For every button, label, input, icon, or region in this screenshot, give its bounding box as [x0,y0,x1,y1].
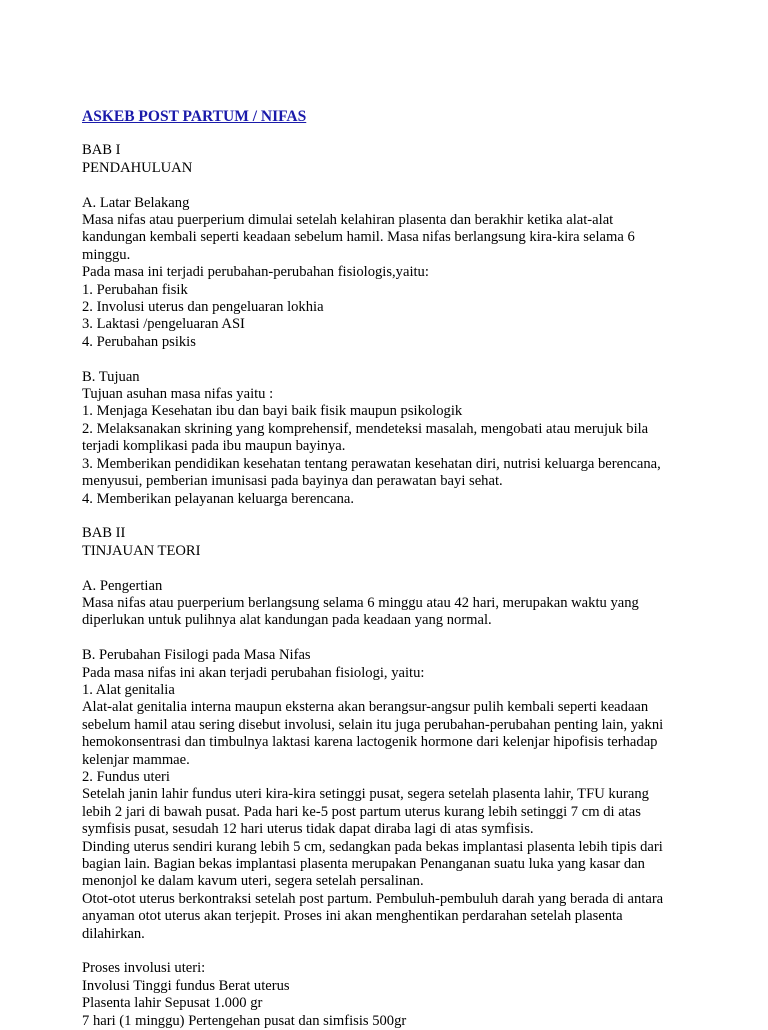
text-line: Otot-otot uterus berkontraksi setelah post partum. Pembuluh-pembuluh darah yang berada di antara [82,890,664,907]
text-line: Setelah janin lahir fundus uteri kira-kira setinggi pusat, segera setelah plasenta lahir, TFU kurang [82,786,649,803]
text-line: TINJAUAN TEORI [82,542,201,559]
text-line: Dinding uterus sendiri kurang lebih 5 cm, sedangkan pada bekas implantasi plasenta lebih tipis dari [82,838,663,855]
text-line: Tujuan asuhan masa nifas yaitu : [82,386,274,403]
text-line: kandungan kembali seperti keadaan sebelum hamil. Masa nifas berlangsung kira-kira selama 6 [82,229,635,246]
text-line: Masa nifas atau puerperium berlangsung selama 6 minggu atau 42 hari, merupakan waktu yang [82,594,639,611]
blank-line [82,943,712,960]
text-line: A. Latar Belakang [82,194,190,211]
blank-line [82,560,712,577]
blank-line [82,630,712,647]
text-line: sebelum hamil atau sering disebut involusi, selain itu juga perubahan-perubahan penting lain, yakni [82,716,664,733]
text-line: 1. Perubahan fisik [82,281,188,298]
document-body [82,142,712,1030]
text-line: menonjol ke dalam kavum uteri, segera setelah persalinan. [82,873,424,890]
text-line: BAB II [82,525,126,542]
text-line: 3. Memberikan pendidikan kesehatan tentang perawatan kesehatan diri, nutrisi keluarga berencana, [82,455,661,472]
text-line: Masa nifas atau puerperium dimulai setelah kelahiran plasenta dan berakhir ketika alat-alat [82,212,614,229]
text-line: B. Perubahan Fisilogi pada Masa Nifas [82,647,311,664]
document-page [82,108,712,1030]
text-line: Pada masa ini terjadi perubahan-perubahan fisiologis,yaitu: [82,264,429,281]
text-line: menyusui, pemberian imunisasi pada bayinya dan perawatan bayi sehat. [82,473,503,490]
text-line: B. Tujuan [82,368,140,385]
text-line: bagian lain. Bagian bekas implantasi plasenta merupakan Penanganan suatu luka yang kasar dan [82,855,645,872]
text-line: 2. Fundus uteri [82,768,170,785]
document-title-link[interactable]: ASKEB POST PARTUM / NIFAS [82,108,307,125]
text-line: 1. Alat genitalia [82,681,175,698]
text-line: 1. Menjaga Kesehatan ibu dan bayi baik fisik maupun psikologik [82,403,463,420]
text-line: A. Pengertian [82,577,163,594]
text-line: kelenjar mammae. [82,751,190,768]
blank-line [82,508,712,525]
text-line: 2. Involusi uterus dan pengeluaran lokhia [82,299,324,316]
text-line: 4. Perubahan psikis [82,333,196,350]
text-line: Alat-alat genitalia interna maupun eksterna akan berangsur-angsur pulih kembali seperti keadaan [82,699,649,716]
text-line: BAB I [82,142,121,159]
blank-line [82,351,712,368]
text-line: symfisis pusat, sesudah 12 hari uterus tidak dapat diraba lagi di atas symfisis. [82,821,534,838]
text-line: lebih 2 jari di bawah pusat. Pada hari ke-5 post partum uterus kurang lebih setinggi 7 cm di atas [82,803,641,820]
text-line: 7 hari (1 minggu) Pertengehan pusat dan simfisis 500gr [82,1012,407,1029]
text-line: hemokonsentrasi dan timbulnya laktasi karena lactogenik hormone dari kelenjar hipofisis terhadap [82,734,658,751]
text-line: diperlukan untuk pulihnya alat kandungan pada keadaan yang normal. [82,612,492,629]
text-line: PENDAHULUAN [82,159,193,176]
text-line: minggu. [82,246,131,263]
text-line: Pada masa nifas ini akan terjadi perubahan fisiologi, yaitu: [82,664,425,681]
text-line: Proses involusi uteri: [82,960,206,977]
text-line: terjadi komplikasi pada ibu maupun bayinya. [82,438,346,455]
text-line: 4. Memberikan pelayanan keluarga berencana. [82,490,355,507]
text-line: 3. Laktasi /pengeluaran ASI [82,316,245,333]
text-line: anyaman otot uterus akan terjepit. Proses ini akan menghentikan perdarahan setelah plasenta [82,908,623,925]
text-line: Plasenta lahir Sepusat 1.000 gr [82,995,263,1012]
text-line: 2. Melaksanakan skrining yang komprehensif, mendeteksi masalah, mengobati atau merujuk bila [82,420,649,437]
text-line: dilahirkan. [82,925,145,942]
blank-line [82,177,712,194]
text-line: Involusi Tinggi fundus Berat uterus [82,977,290,994]
